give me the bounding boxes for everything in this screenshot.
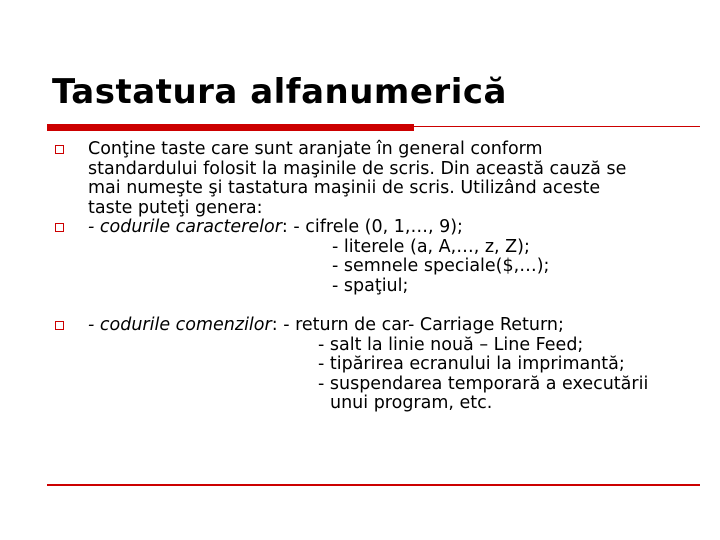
character-code-entry: - cifrele (0, 1,…, 9); [293,217,463,237]
command-codes-label: - codurile comenzilor [88,315,272,335]
character-code-entry: - spaţiul; [332,275,409,296]
footer-rule [47,484,700,486]
character-codes-item [88,218,710,296]
command-codes-item [88,316,710,414]
text-line: Conţine taste care sunt aranjate în general conform [88,139,543,159]
character-code-entry: - literele (a, A,…, z, Z); [332,236,530,257]
label-separator: : [271,315,278,335]
character-code-entry: - semnele speciale($,…); [332,256,550,276]
command-code-entry: - salt la linie nouă – Line Feed; [318,334,584,355]
paragraph-keys-description [88,140,710,218]
bullet-icon [55,223,64,232]
command-code-entry: - return de car- Carriage Return; [283,315,564,335]
label-separator: : [281,217,288,237]
command-code-entry: - tipărirea ecranului la imprimantă; [318,354,625,374]
title-accent-bar [47,124,414,131]
slide-title: Tastatura alfanumerică [52,72,507,112]
text-line: taste puteţi genera: [88,197,263,218]
command-code-entry: unui program, etc. [330,393,493,413]
character-codes-label: - codurile caracterelor [88,217,282,237]
bullet-icon [55,145,64,154]
command-code-entry: - suspendarea temporară a executării [318,373,649,394]
bullet-icon [55,321,64,330]
text-line: standardului folosit la maşinile de scris. Din această cauză se [88,158,627,179]
text-line: mai numeşte şi tastatura maşinii de scris. Utilizând aceste [88,178,601,198]
